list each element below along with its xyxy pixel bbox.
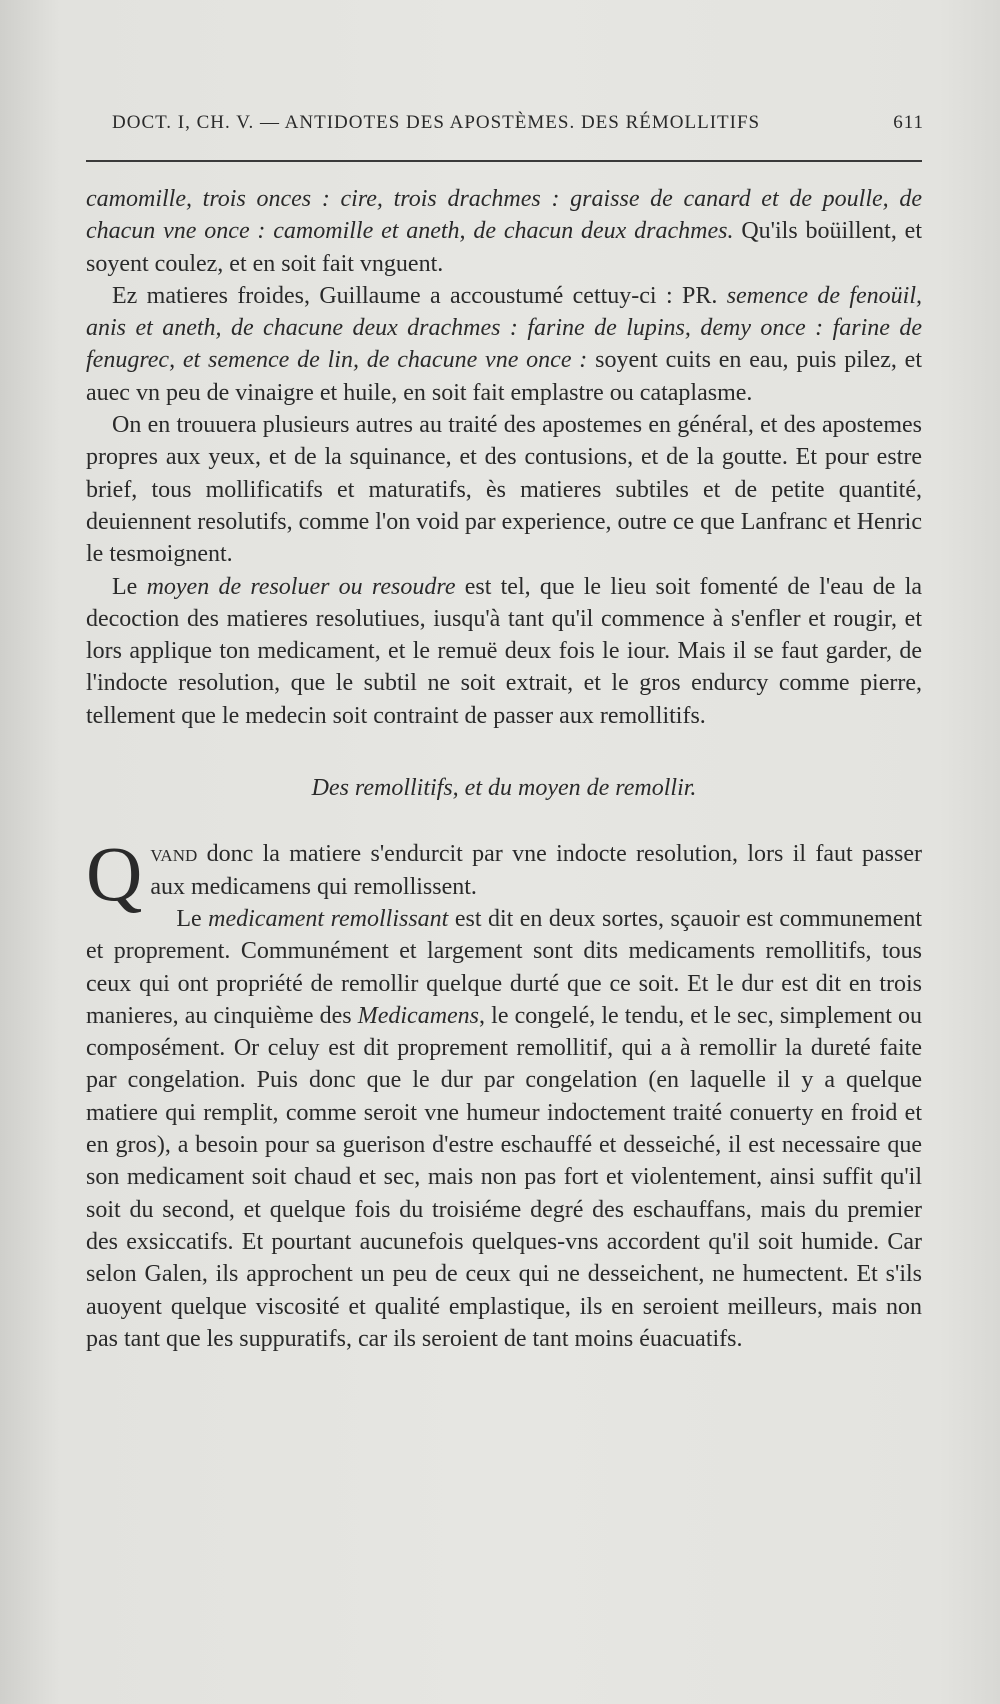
drop-capital: Q — [86, 830, 143, 918]
running-header — [112, 112, 924, 134]
paragraph-4-italic: moyen de resoluer ou resoudre — [146, 573, 456, 600]
paragraph-2 — [86, 280, 922, 409]
page-number: 611 — [893, 112, 924, 133]
paragraph-2-lead: Ez matieres froides, Guillaume a accoustumé cettuy-ci : PR. — [112, 282, 727, 309]
header-rule — [86, 160, 922, 162]
paragraph-4-lead: Le — [112, 573, 147, 600]
paragraph-5-smallcaps: vand — [150, 841, 198, 868]
paragraph-6 — [86, 903, 922, 1355]
section-title: Des remollitifs, et du moyen de remollir. — [311, 775, 697, 802]
paragraph-5 — [86, 830, 922, 918]
paragraph-3: On en trouuera plusieurs autres au traité des apostemes en général, et des apostemes propres aux yeux, et de la squinance, et des contusions, et de la goutte. Et pour estre brief, tous mollificatifs et maturatifs, ès matieres subtiles et de petite quantité, deuiennent resolutifs, comme l'on void par experience, outre ce que Lanfranc et Henric le tesmoignent. — [86, 412, 922, 568]
paragraph-6-italic-term: medicament remollissant — [208, 905, 449, 932]
paragraph-4 — [86, 571, 922, 732]
running-title: DOCT. I, CH. V. — ANTIDOTES DES APOSTÈMES. DES RÉMOLLITIFS — [112, 112, 761, 133]
paragraph-1-text: Qu'ils boüillent, et soyent coulez, et en soit fait vnguent. — [86, 218, 922, 277]
paragraph-6-lead: Le — [176, 905, 209, 932]
recipe-italic-2: semence de fenoüil, anis et aneth, de chacune deux drachmes : farine de lupins, demy once : farine de fenugrec, et semence de lin, de chacune vne once : — [86, 282, 922, 374]
paragraph-6-text-a: est dit en deux sortes, sçauoir est communement et proprement. Communément et largement sont dits medicaments remollitifs, tous ceux qui ont propriété de remollir quelque durté que ce soit. Et le dur est dit en trois manieres, au cinquième des — [86, 905, 923, 1029]
paragraph-6-italic-ref: Medicamens — [357, 1002, 480, 1029]
paragraph-6-text-b: , le congelé, le tendu, et le sec, simplement ou composément. Or celuy est dit proprement remollitif, qui a à remollir la dureté faite par congelation. Puis donc que le dur par congelation (en laquelle il y a quelque matiere qui remplit, comme seroit vne humeur indoctement traité conuerty en froid et en gros), a besoin pour sa guerison d'estre eschauffé et desseiché, il est necessaire que son medicament soit chaud et sec, mais non pas fort et violentement, ainsi suffit qu'il soit du second, et quelque fois du troisiéme degré des eschauffans, mais du premier des exsiccatifs. Et pourtant aucunefois quelques-vns accordent qu'il soit humide. Car selon Galen, ils approchent un peu de ceux qui ne desseichent, ne humectent. Et s'ils auoyent quelque viscosité et qualité emplastique, ils en seroient meilleurs, mais non pas tant que les suppuratifs, car ils seroient de tant moins éuacuatifs. — [86, 1002, 923, 1352]
paragraph-4-text: est tel, que le lieu soit fomenté de l'eau de la decoction des matieres resolutiues, iusqu'à tant qu'il commence à s'enfler et rougir, et lors applique ton medicament, et le remuë deux fois le iour. Mais il se faut garder, de l'indocte resolution, que le subtil ne soit extrait, et le gros endurcy comme pierre, tellement que le medecin soit contraint de passer aux remollitifs. — [86, 573, 923, 729]
paragraph-2-text: soyent cuits en eau, puis pilez, et auec vn peu de vinaigre et huile, en soit fait emplastre ou cataplasme. — [86, 347, 923, 406]
paragraph-1 — [86, 183, 922, 280]
paragraph-5-text: donc la matiere s'endurcit par vne indocte resolution, lors il faut passer aux medicamens qui remollissent. — [150, 841, 922, 900]
page-body — [86, 183, 922, 1355]
recipe-italic-1: camomille, trois onces : cire, trois drachmes : graisse de canard et de poulle, de chacun vne once : camomille et aneth, de chacun deux drachmes. — [86, 186, 922, 245]
